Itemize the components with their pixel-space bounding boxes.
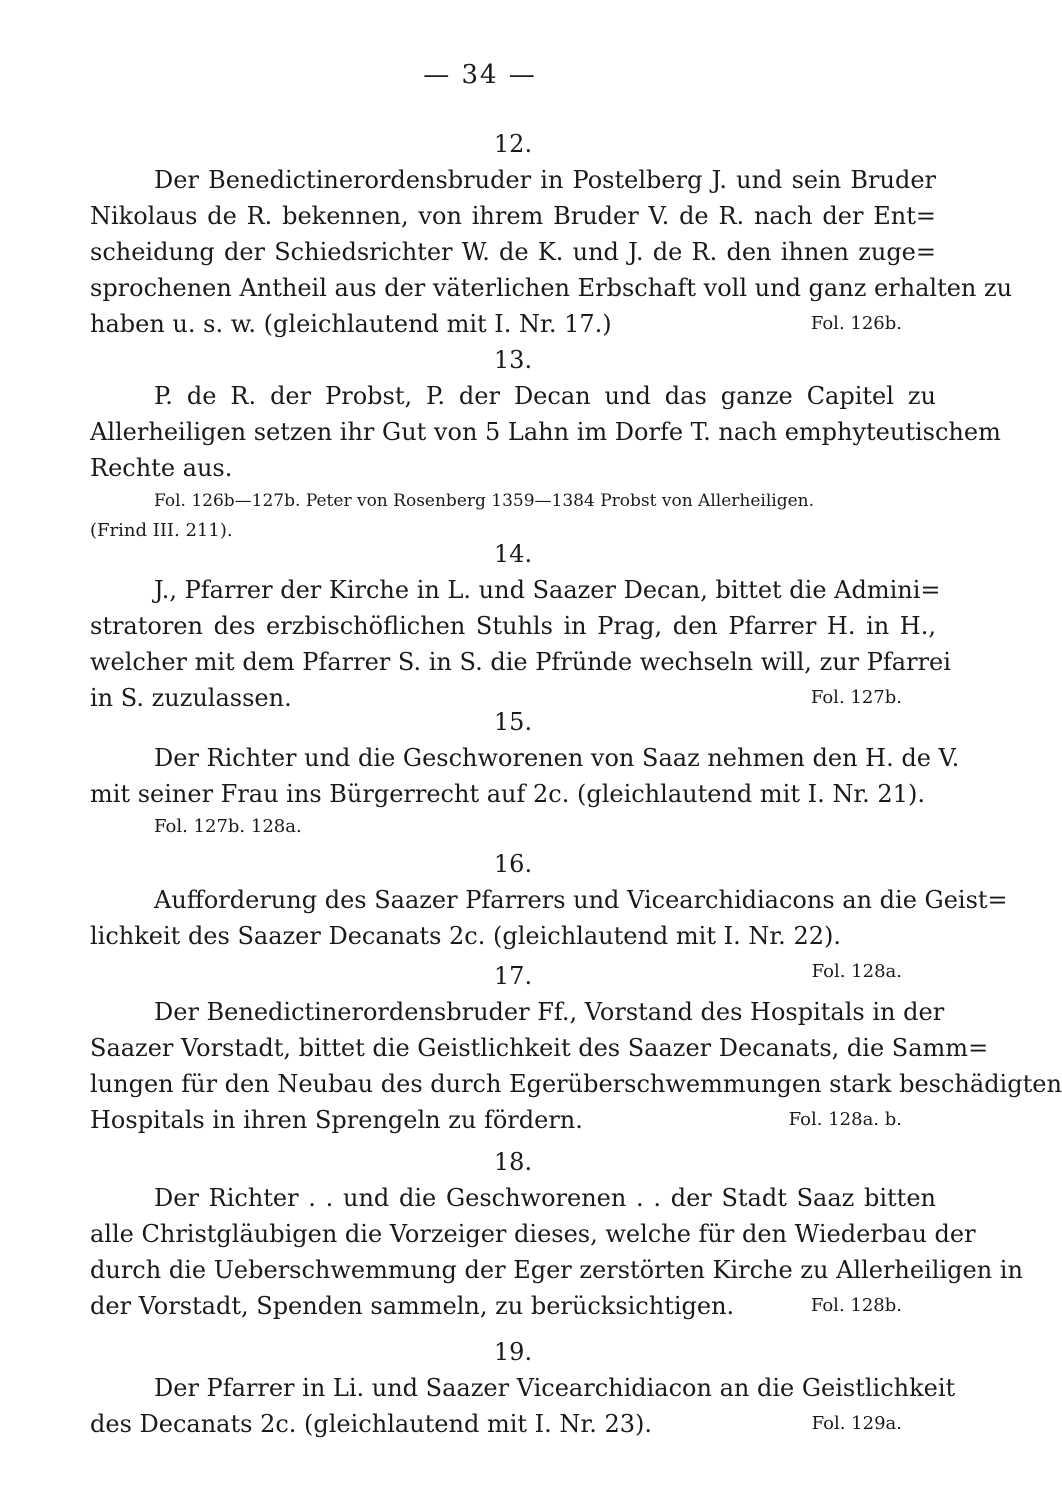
folio-reference: Fol. 127b. [810, 687, 902, 708]
footnote-source: (Frind III. 211). [90, 520, 233, 541]
entry-number: 16. [493, 850, 533, 878]
entry-line: scheidung der Schiedsrichter W. de K. und J. de R. den ihnen zuge= [90, 238, 936, 266]
entry-number: 18. [493, 1148, 533, 1176]
entry-number: 19. [493, 1338, 533, 1366]
entry-line: sprochenen Antheil aus der väterlichen Erbschaft voll und ganz erhalten zu [90, 274, 1013, 302]
entry-number: 17. [493, 962, 533, 990]
entry-number: 13. [493, 346, 533, 374]
entry-line: J., Pfarrer der Kirche in L. und Saazer Decan, bittet die Admini= [154, 576, 941, 604]
entry-line-last [90, 306, 936, 342]
entry-line: welcher mit dem Pfarrer S. in S. die Pfründe wechseln will, zur Pfarrei [90, 648, 951, 676]
entry-line: Saazer Vorstadt, bittet die Geistlichkeit des Saazer Decanats, die Samm= [90, 1034, 989, 1062]
entry-17 [90, 960, 1062, 1138]
folio-reference: Fol. 126b. [810, 313, 902, 334]
entry-line: Der Benedictinerordensbruder in Postelberg J. und sein Bruder [154, 166, 936, 194]
entry-line-last [90, 1406, 936, 1442]
entry-line: durch die Ueberschwemmung der Eger zerstörten Kirche zu Allerheiligen in [90, 1256, 1023, 1284]
entry-14 [90, 538, 951, 716]
entry-line: Rechte aus. [90, 454, 233, 482]
entry-line: haben u. s. w. (gleichlautend mit I. Nr. 17.) [90, 310, 612, 338]
entry-line: lungen für den Neubau des durch Egerüberschwemmungen stark beschädigten [90, 1070, 1062, 1098]
entry-line-last [90, 1102, 936, 1138]
entry-line: Hospitals in ihren Sprengeln zu fördern. [90, 1106, 583, 1134]
entry-line: mit seiner Frau ins Bürgerrecht auf 2c. (gleichlautend mit I. Nr. 21). [90, 780, 925, 808]
entry-line: Allerheiligen setzen ihr Gut von 5 Lahn im Dorfe T. nach emphyteutischem [90, 418, 1001, 446]
folio-reference: Fol. 128a. b. [788, 1109, 902, 1130]
entry-line: Der Benedictinerordensbruder Ff., Vorstand des Hospitals in der [154, 998, 945, 1026]
entry-number: 14. [493, 540, 533, 568]
entry-line: der Vorstadt, Spenden sammeln, zu berücksichtigen. [90, 1292, 735, 1320]
entry-line-last [90, 1288, 936, 1324]
entry-15 [90, 706, 960, 842]
entry-line: stratoren des erzbischöflichen Stuhls in Prag, den Pfarrer H. in H., [90, 612, 936, 640]
folio-reference: Fol. 128b. [810, 1295, 902, 1316]
entry-line: in S. zuzulassen. [90, 684, 292, 712]
entry-12 [90, 128, 1013, 342]
entry-line: Nikolaus de R. bekennen, von ihrem Bruder V. de R. nach der Ent= [90, 202, 936, 230]
entry-13 [90, 344, 1001, 546]
entry-line: Der Richter und die Geschworenen von Saaz nehmen den H. de V. [154, 744, 960, 772]
entry-line: alle Christgläubigen die Vorzeiger dieses, welche für den Wiederbau der [90, 1220, 976, 1248]
entry-line: Aufforderung des Saazer Pfarrers und Vicearchidiacons an die Geist= [154, 886, 1008, 914]
entry-19 [90, 1336, 956, 1442]
folio-reference: Fol. 127b. 128a. [154, 816, 302, 837]
folio-reference: Fol. 129a. [811, 1413, 902, 1434]
entry-18 [90, 1146, 1023, 1324]
entry-line: Der Richter . . und die Geschworenen . . der Stadt Saaz bitten [154, 1184, 936, 1212]
folio-reference: Fol. 128a. [811, 961, 902, 982]
page-number: — 34 — [423, 60, 537, 90]
entry-line: Der Pfarrer in Li. und Saazer Vicearchidiacon an die Geistlichkeit [154, 1374, 956, 1402]
entry-line: des Decanats 2c. (gleichlautend mit I. Nr. 23). [90, 1410, 653, 1438]
entry-line: lichkeit des Saazer Decanats 2c. (gleichlautend mit I. Nr. 22). [90, 922, 841, 950]
entry-line: P. de R. der Probst, P. der Decan und das ganze Capitel zu [154, 382, 936, 410]
entry-number: 12. [493, 130, 533, 158]
entry-number: 15. [493, 708, 533, 736]
footnote: Fol. 126b—127b. Peter von Rosenberg 1359—1384 Probst von Allerheiligen. [154, 491, 815, 511]
